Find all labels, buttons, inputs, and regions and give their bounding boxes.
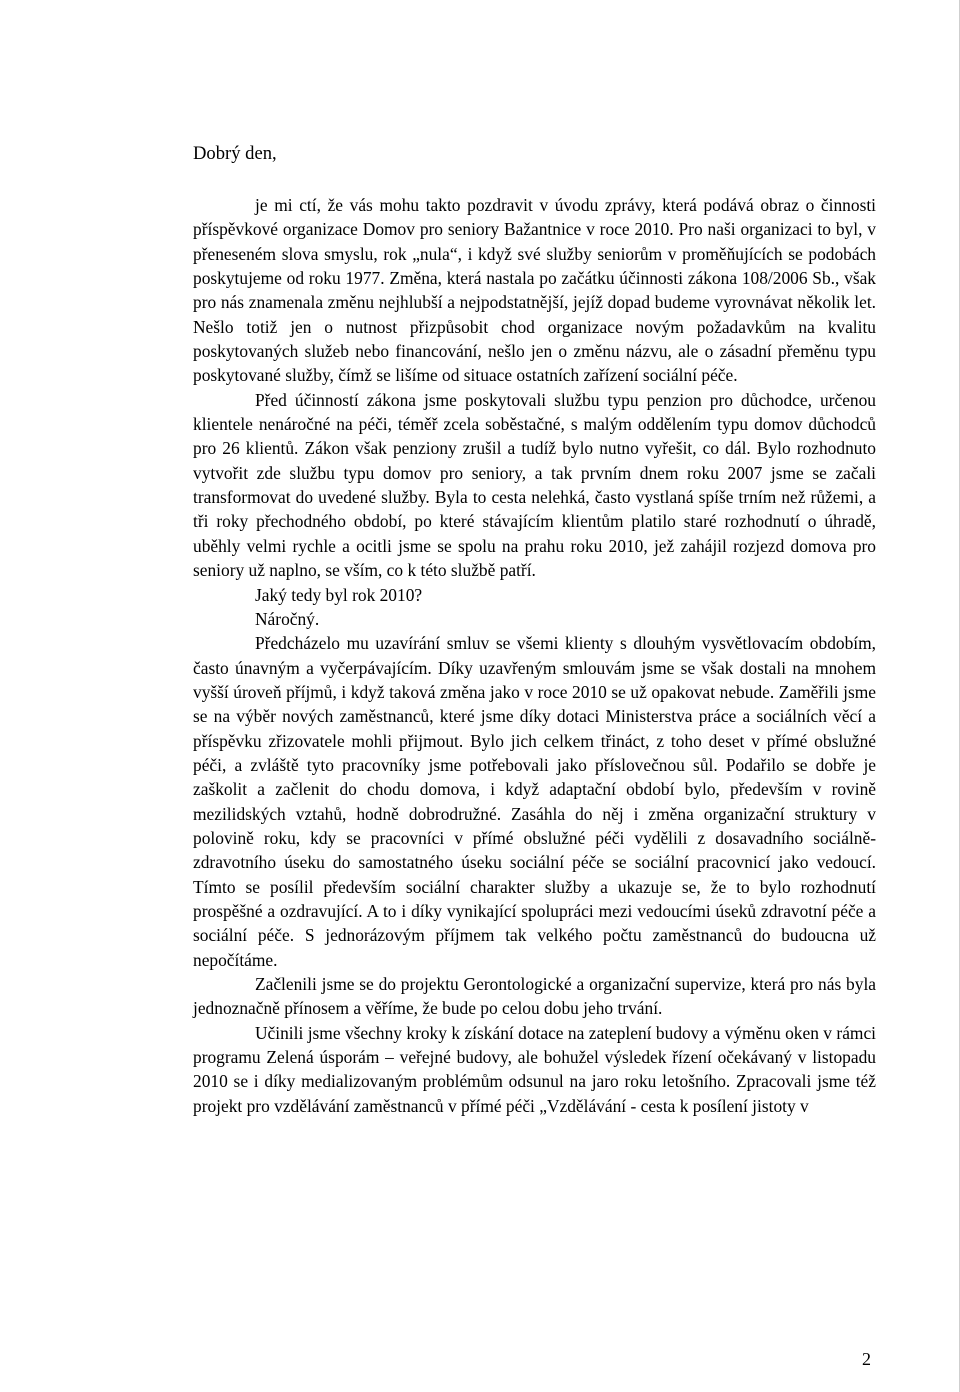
paragraph-supervision: Začlenili jsme se do projektu Gerontologické a organizační supervize, která pro nás byla jednoznačně přínosem a věříme, že bude po celou dobu jeho trvání.: [193, 974, 876, 1019]
paragraph-intro: je mi ctí, že vás mohu takto pozdravit v úvodu zprávy, která podává obraz o činnosti příspěvkové organizace Domov pro seniory Bažantnice v roce 2010. Pro naši organizaci to byl, v přeneseném slova smyslu, rok „nula“, i když své služby seniorům v proměňujících se podobách poskytujeme od roku 1977. Změna, která nastala po začátku účinnosti zákona 108/2006 Sb., však pro nás znamenala změnu nejhlubší a nejpodstatnější, jejíž dopad budeme vyrovnávat několik let. Nešlo totiž jen o nutnost přizpůsobit chod organizace novým požadavkům na kvalitu poskytovaných služeb nebo financování, nešlo jen o změnu názvu, ale o zásadní přeměnu typu poskytované služby, čímž se lišíme od situace ostatních zařízení sociální péče.: [193, 195, 876, 386]
paragraph-subsidy: Učinili jsme všechny kroky k získání dotace na zateplení budovy a výměnu oken v rámci programu Zelená úsporám – veřejné budovy, ale bohužel výsledek řízení očekávaný v listopadu 2010 se i díky medializovaným problémům odsunul na jaro roku letošního. Zpracovali jsme též projekt pro vzdělávání zaměstnanců v přímé péči „Vzdělávání - cesta k posílení jistoty v: [193, 1022, 876, 1116]
body-text: [193, 193, 876, 1118]
paragraph-before-law: Před účinností zákona jsme poskytovali službu typu penzion pro důchodce, určenou klientele nenáročné na péči, téměř zcela soběstačné, s malým oddělením typu domov důchodců pro 26 klientů. Zákon však penziony zrušil a tudíž bylo nutno vyřešit, co dál. Bylo rozhodnuto vytvořit zde službu typu domov pro seniory, a tak prvním dnem roku 2007 jsme se začali transformovat do uvedené služby. Byla to cesta nelehká, často vystlaná spíše trním než růžemi, a tři roky přechodného období, po které stávajícím klientům platilo staré rozhodnutí o úhradě, uběhly velmi rychle a ocitli jsme se spolu na prahu roku 2010, jež zahájil rozjezd domova pro seniory už naplno, se vším, co k této službě patří.: [193, 389, 876, 581]
paragraph-answer: Náročný.: [255, 608, 320, 629]
page-number: 2: [862, 1349, 871, 1369]
paragraph-question: Jaký tedy byl rok 2010?: [255, 584, 423, 605]
paragraph-contracts: Předcházelo mu uzavírání smluv se všemi klienty s dlouhým vysvětlovacím obdobím, často únavným a vyčerpávajícím. Díky uzavřeným smlouvám jsme se však dostali na mnohem vyšší úroveň příjmů, i když taková změna jako v roce 2010 se už opakovat nebude. Zaměřili jsme se na výběr nových zaměstnanců, které jsme díky dotaci Ministerstva práce a sociálních věcí a příspěvku zřizovatele mohli přijmout. Bylo jich celkem třináct, z toho deset v přímé obslužné péči, a zvláště tyto pracovníky jsme potřebovali jako příslovečnou sůl. Podařilo se dobře je zaškolit a začlenit do chodu domova, i když adaptační období bylo, především v rovině mezilidských vztahů, hodně dobrodružné. Zasáhla do něj i změna organizační struktury v polovině roku, kdy se pracovníci v přímé obslužné péči vydělili z dosavadního sociálně-zdravotního úseku do samostatného úseku sociální péče se sociální pracovnicí jako vedoucí. Tímto se posílil především sociální charakter služby a ukazuje se, že to bylo rozhodnutí prospěšné a ozdravující. A to i díky vynikající spolupráci mezi vedoucími úseků zdravotní péče a sociální péče. S jednorázovým příjmem tak velkého počtu zaměstnanců do budoucna už nepočítáme.: [193, 633, 876, 970]
greeting: Dobrý den,: [193, 143, 277, 164]
